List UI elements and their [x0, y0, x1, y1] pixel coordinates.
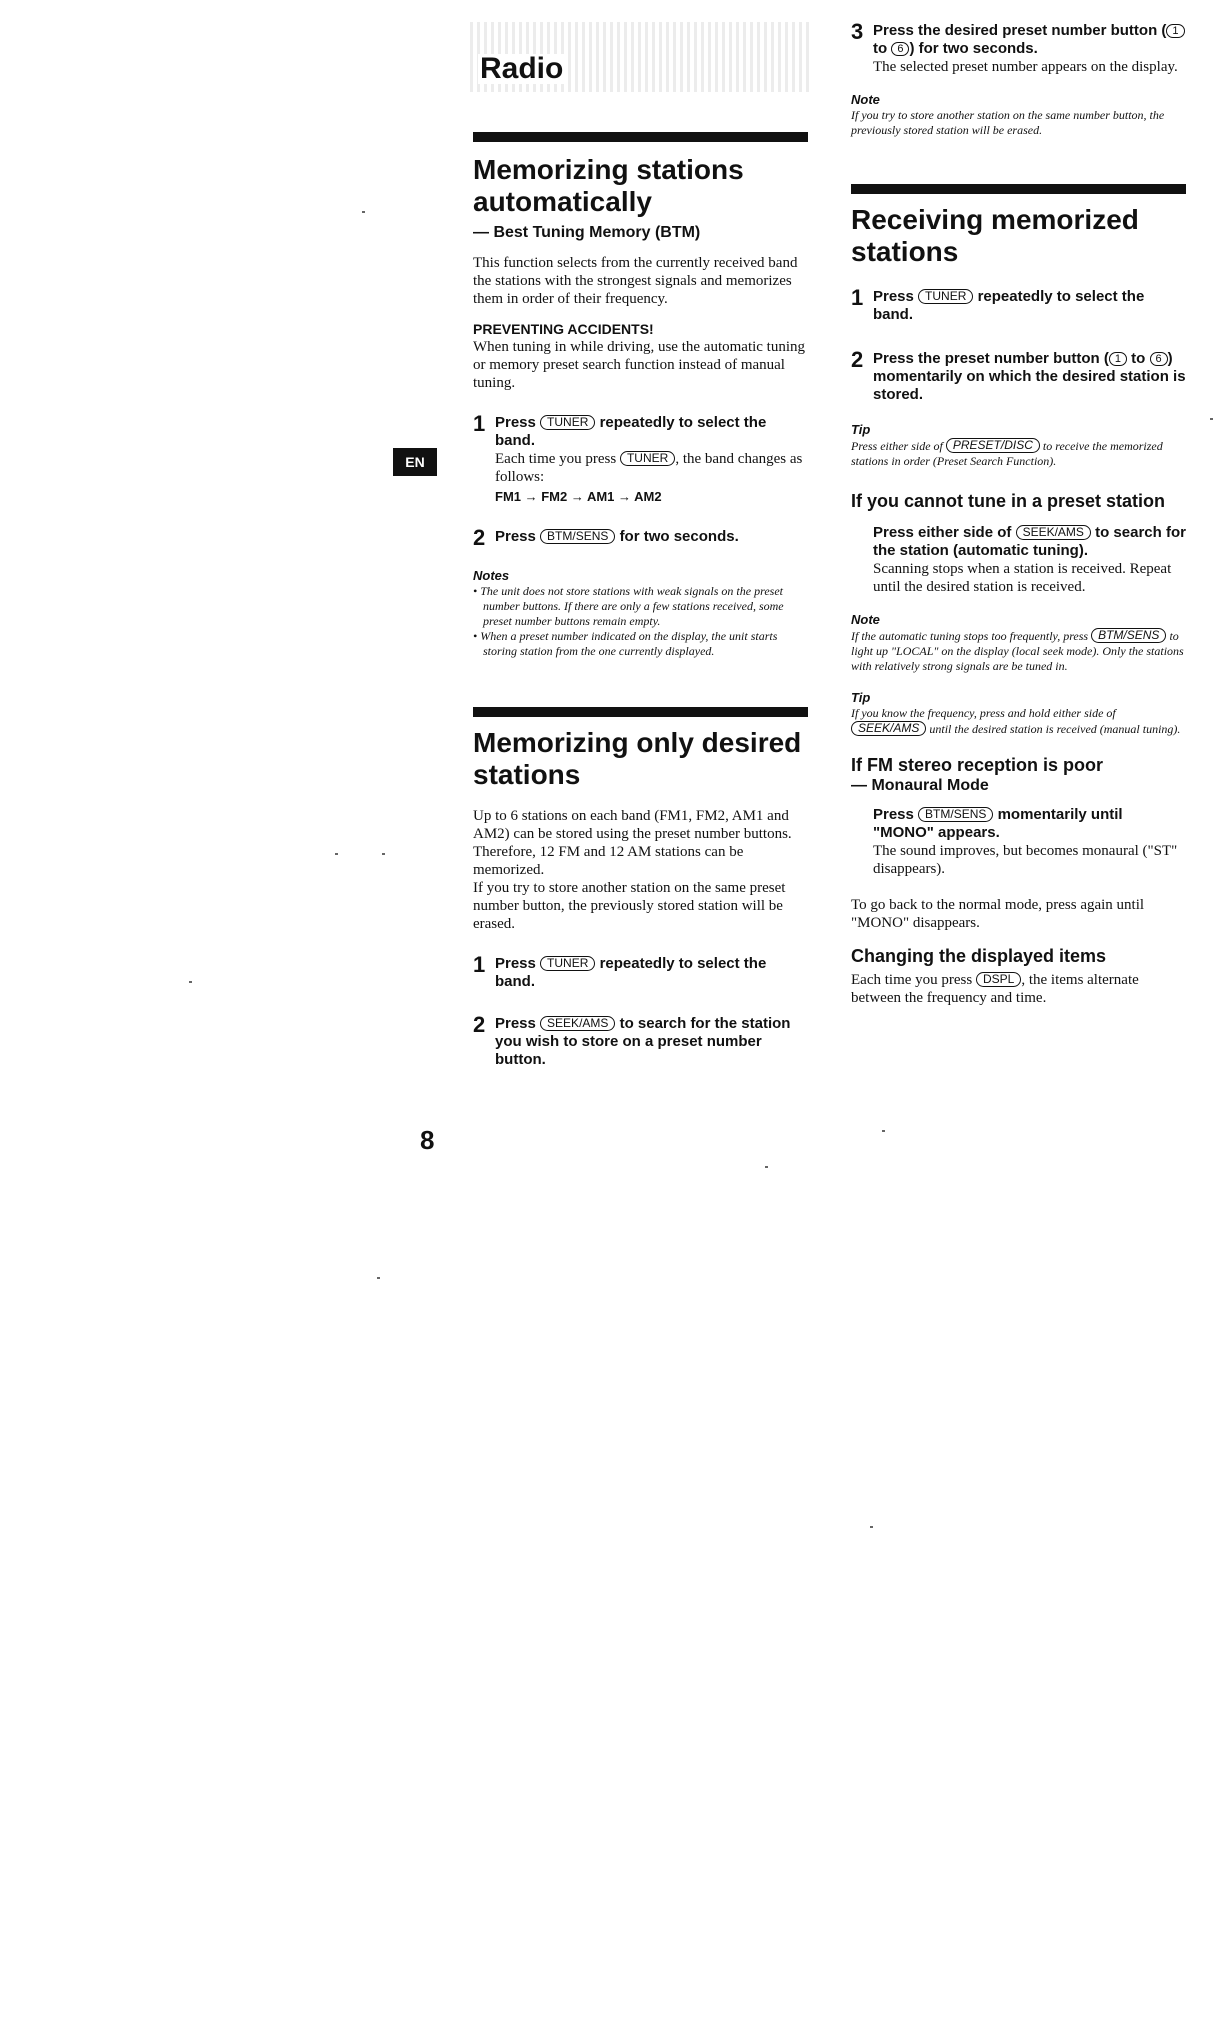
preset-step-3 — [851, 19, 1186, 76]
band-sequence: FM1 → FM2 → AM1 → AM2 — [495, 489, 662, 504]
note-text: If you try to store another station on the same number button, the previously stored station will be erased. — [851, 108, 1165, 137]
fm-poor-instruction — [873, 806, 1186, 842]
desc-post: , the band changes as follows: — [495, 451, 803, 485]
step-instruction — [495, 414, 808, 450]
cannot-tune-desc: Scanning stops when a station is received. Repeat until the desired station is received. — [873, 561, 1172, 595]
step-number: 3 — [851, 19, 864, 44]
page-number: 8 — [420, 1125, 435, 1155]
section-header — [460, 22, 810, 92]
step-text-post: repeatedly to select the band. — [495, 955, 767, 990]
fm-poor-back: To go back to the normal mode, press again until "MONO" disappears. — [851, 897, 1145, 931]
seek-ams-key: SEEK/AMS — [1016, 525, 1091, 540]
warning-title: PREVENTING ACCIDENTS! — [473, 321, 654, 337]
btm-step-1 — [473, 411, 808, 506]
step-text-pre: Press the preset number button ( — [873, 350, 1109, 367]
tuner-key: TUNER — [540, 415, 595, 430]
text-pre: Each time you press — [851, 972, 973, 988]
step-number: 1 — [851, 285, 864, 310]
step-number: 2 — [473, 525, 486, 550]
step-instruction — [873, 350, 1186, 404]
section-rule — [473, 707, 808, 717]
step-text-post: for two seconds. — [619, 528, 739, 545]
dspl-key: DSPL — [976, 972, 1021, 987]
step-number: 1 — [473, 952, 486, 977]
section-title: Radio — [480, 52, 564, 85]
btm-sens-key: BTM/SENS — [1091, 628, 1166, 643]
step-text-pre: Press — [495, 414, 536, 431]
scan-speck — [1210, 418, 1213, 420]
scan-speck — [189, 981, 192, 983]
step-text-pre: Press — [873, 288, 914, 305]
btm-title: Memorizing stations automatically — [473, 154, 744, 217]
tuner-key: TUNER — [540, 956, 595, 971]
step-text-pre: Press the desired preset number button ( — [873, 22, 1167, 39]
btm-sens-key: BTM/SENS — [918, 807, 993, 822]
preset-disc-key: PRESET/DISC — [946, 438, 1040, 453]
btm-subtitle: — Best Tuning Memory (BTM) — [473, 224, 701, 241]
section-rule — [851, 184, 1186, 194]
btm-intro: This function selects from the currently received band the stations with the strongest signals and memorizes them in order of their frequency. — [473, 255, 798, 307]
step-text-mid: to — [873, 40, 888, 57]
desired-intro-2: If you try to store another station on the same preset number button, the previously stored station will be erased. — [473, 880, 786, 932]
note-pre: If the automatic tuning stops too frequently, press — [851, 629, 1089, 643]
tuner-key: TUNER — [918, 289, 973, 304]
step-text-post: to search for the station you wish to store on a preset number button. — [495, 1015, 791, 1068]
step-number: 2 — [851, 347, 864, 372]
step-text-post: repeatedly to select the band. — [873, 288, 1145, 323]
instr-post: momentarily until "MONO" appears. — [873, 806, 1123, 841]
scan-speck — [335, 853, 338, 855]
note-item: • When a preset number indicated on the display, the unit starts storing station from the one currently displayed. — [473, 629, 778, 658]
scan-speck — [377, 1277, 380, 1279]
note-text — [851, 628, 1186, 674]
step-text-pre: Press — [495, 1015, 536, 1032]
fm-poor-subtitle: — Monaural Mode — [851, 777, 989, 794]
notes-label: Notes — [473, 568, 510, 583]
scan-speck — [882, 1130, 885, 1132]
left-column — [473, 132, 808, 1069]
fm-poor-title: If FM stereo reception is poor — [851, 755, 1104, 775]
cannot-tune-title: If you cannot tune in a preset station — [851, 491, 1166, 511]
step-text-pre: Press — [495, 528, 536, 545]
desc-pre: Each time you press — [495, 451, 617, 467]
receiving-title: Receiving memorized stations — [851, 204, 1139, 267]
tip-label: Tip — [851, 422, 871, 437]
step-instruction — [495, 1015, 808, 1069]
cannot-tune-instruction — [873, 524, 1186, 560]
text-post: , the items alternate between the frequency and time. — [851, 972, 1139, 1006]
tip-post: to receive the memorized stations in order (Preset Search Function). — [851, 439, 1163, 468]
note-post: to light up "LOCAL" on the display (local seek mode). Only the stations with relatively strong signals are be tuned in. — [851, 629, 1184, 673]
step-instruction — [495, 955, 808, 991]
desired-step-1 — [473, 952, 808, 991]
step-description: The selected preset number appears on the display. — [873, 59, 1178, 75]
language-tab: EN — [393, 448, 437, 476]
fm-poor-desc: The sound improves, but becomes monaural ("ST" disappears). — [873, 843, 1178, 877]
preset-1-key: 1 — [1109, 352, 1127, 366]
preset-1-key: 1 — [1166, 24, 1184, 38]
tip-text — [851, 438, 1186, 469]
scan-speck — [870, 1526, 873, 1528]
tip-post: until the desired station is received (manual tuning). — [929, 722, 1181, 736]
scan-speck — [382, 853, 385, 855]
display-items-section — [851, 946, 1186, 1007]
seek-ams-key: SEEK/AMS — [851, 721, 926, 736]
btm-step-2 — [473, 525, 808, 550]
tip-label: Tip — [851, 690, 871, 705]
tuner-key: TUNER — [620, 451, 675, 466]
desired-title: Memorizing only desired stations — [473, 727, 802, 790]
step-instruction — [873, 22, 1186, 58]
seek-ams-key: SEEK/AMS — [540, 1016, 615, 1031]
section-rule — [473, 132, 808, 142]
receiving-section — [851, 184, 1186, 469]
btm-sens-key: BTM/SENS — [540, 529, 615, 544]
receiving-step-1 — [851, 285, 1186, 324]
btm-section — [473, 132, 808, 659]
preset-6-key: 6 — [891, 42, 909, 56]
step-number: 2 — [473, 1012, 486, 1037]
instr-pre: Press — [873, 806, 914, 823]
instr-pre: Press either side of — [873, 524, 1012, 541]
step-instruction — [495, 528, 808, 546]
desired-section — [473, 707, 808, 1069]
note-item: • The unit does not store stations with weak signals on the preset number buttons. If there are only a few stations received, some preset number buttons remain empty. — [473, 584, 784, 628]
display-items-text — [851, 971, 1186, 1007]
tip-text — [851, 706, 1186, 737]
step-instruction — [873, 288, 1186, 324]
step-description — [495, 450, 808, 486]
scan-speck — [362, 211, 365, 213]
warning-text: When tuning in while driving, use the automatic tuning or memory preset search function instead of manual tuning. — [473, 339, 806, 391]
step-text-post: repeatedly to select the band. — [495, 414, 767, 449]
instr-post: to search for the station (automatic tuning). — [873, 524, 1186, 559]
step-text-mid: to — [1131, 350, 1146, 367]
preset-6-key: 6 — [1150, 352, 1168, 366]
tip-pre: Press either side of — [851, 439, 943, 453]
scan-speck — [765, 1166, 768, 1168]
fm-poor-section — [851, 755, 1186, 932]
step-text-post: ) for two seconds. — [909, 40, 1038, 57]
step-text-pre: Press — [495, 955, 536, 972]
right-column — [851, 19, 1186, 1007]
step-number: 1 — [473, 411, 486, 436]
step-text-post: ) momentarily on which the desired station is stored. — [873, 350, 1186, 403]
desired-step-2 — [473, 1012, 808, 1069]
note-label: Note — [851, 612, 880, 627]
note-label: Note — [851, 92, 880, 107]
desired-intro: Up to 6 stations on each band (FM1, FM2, AM1 and AM2) can be stored using the preset number buttons. Therefore, 12 FM and 12 AM stations can be memorized. — [473, 808, 792, 878]
display-items-title: Changing the displayed items — [851, 946, 1107, 966]
cannot-tune-section — [851, 491, 1186, 737]
tip-pre: If you know the frequency, press and hold either side of — [851, 706, 1116, 720]
receiving-step-2 — [851, 347, 1186, 404]
